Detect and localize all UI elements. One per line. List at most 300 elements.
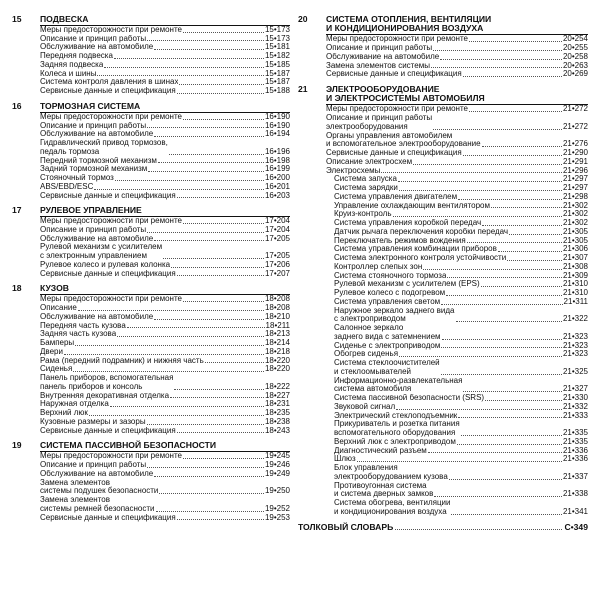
entry-page-number: 21•310 (562, 279, 588, 289)
toc-subentry[interactable] (326, 219, 588, 228)
dot-leader (97, 75, 263, 76)
section-title: ПОДВЕСКА (40, 15, 290, 26)
toc-right-column (298, 15, 588, 532)
toc-entry[interactable] (40, 157, 290, 166)
entry-title: Замена элементов системы ремней безопасности (40, 496, 155, 513)
toc-subentry[interactable] (326, 438, 588, 447)
dot-leader (449, 479, 562, 480)
toc-subentry[interactable] (326, 403, 588, 412)
entry-page-number: 18•227 (264, 390, 290, 400)
toc-entry[interactable] (40, 270, 290, 279)
toc-section (12, 15, 290, 96)
dot-leader (147, 467, 264, 468)
toc-entry[interactable] (40, 392, 290, 401)
toc-entry[interactable] (40, 192, 290, 201)
entry-page-number: 21•336 (562, 454, 588, 464)
dot-leader (104, 67, 264, 68)
entry-page-number: 18•235 (264, 408, 290, 418)
entry-page-number: 21•305 (562, 226, 588, 236)
toc-entry[interactable] (40, 113, 290, 122)
section-number: 21 (298, 84, 308, 95)
glossary-page-number: С•349 (564, 521, 588, 532)
entry-page-number: 21•305 (562, 235, 588, 245)
toc-entry[interactable] (40, 261, 290, 270)
toc-entry[interactable] (326, 44, 588, 53)
entry-title: Информационно-развлекательная система автомобиля (334, 376, 463, 394)
toc-entry[interactable] (40, 461, 290, 470)
toc-entry[interactable] (326, 62, 588, 71)
entry-title: Система контроля давления в шинах (40, 78, 179, 87)
dot-leader (147, 424, 264, 425)
toc-subentry[interactable] (326, 184, 588, 193)
toc-subentry[interactable] (326, 394, 588, 403)
toc-subentry[interactable] (326, 298, 588, 307)
toc-entry[interactable] (40, 122, 290, 131)
entry-page-number: 21•302 (562, 209, 588, 219)
entry-title: Описание и принцип работы (40, 121, 147, 130)
toc-entry[interactable] (326, 132, 588, 150)
toc-subentry[interactable] (326, 237, 588, 246)
dot-leader (433, 50, 562, 51)
dot-leader (89, 415, 264, 416)
entry-title: Верхний люк (40, 409, 88, 418)
entry-page-number: 21•323 (562, 349, 588, 359)
entry-page-number: 17•204 (264, 224, 290, 234)
entry-title: Меры предосторожности при ремонте (326, 105, 468, 114)
toc-entry[interactable] (40, 330, 290, 339)
entry-title: Обслуживание на автомобиле (40, 43, 154, 52)
entry-title: Рама (передний подрамник) и нижняя часть (40, 356, 204, 365)
entry-page-number: 21•332 (562, 401, 588, 411)
entry-title: Рулевой механизм с усилителем с электронным управлением (40, 243, 163, 261)
section-number: 17 (12, 205, 22, 216)
toc-subentry[interactable] (326, 263, 588, 272)
toc-subentry[interactable] (326, 202, 588, 211)
entry-title: Задний тормозной механизм (40, 165, 148, 174)
entry-title: Контроллер слепых зон (334, 262, 423, 271)
entry-page-number: 16•190 (264, 120, 290, 130)
entry-page-number: 20•269 (562, 69, 588, 79)
toc-entry[interactable] (40, 183, 290, 192)
dot-leader (381, 172, 562, 173)
dot-leader (156, 511, 264, 512)
entry-title: Обслуживание на автомобиле (40, 312, 154, 321)
toc-subentry[interactable] (326, 359, 588, 377)
toc-entry[interactable] (40, 409, 290, 418)
entry-page-number: 21•298 (562, 191, 588, 201)
section-number: 19 (12, 440, 22, 451)
dot-leader (78, 310, 264, 311)
toc-section (298, 85, 588, 517)
section-number: 20 (298, 14, 308, 24)
dot-leader (442, 339, 562, 340)
toc-subentry[interactable] (326, 499, 588, 517)
dot-leader (147, 127, 264, 128)
entry-page-number: 21•272 (562, 121, 588, 131)
dot-leader (469, 41, 562, 42)
dot-leader (179, 84, 263, 85)
dot-leader (451, 514, 561, 515)
dot-leader (147, 232, 264, 233)
entry-page-number: 21•306 (562, 244, 588, 254)
toc-left-column (12, 15, 290, 528)
dot-leader (154, 240, 264, 241)
entry-page-number: 16•190 (264, 111, 290, 121)
toc-entry[interactable] (326, 149, 588, 158)
toc-entry[interactable] (40, 348, 290, 357)
dot-leader (127, 327, 265, 328)
entry-title: Описание и принцип работы (40, 461, 147, 470)
toc-subentry[interactable] (326, 228, 588, 237)
dot-leader (413, 164, 562, 165)
entry-title: Описание и принцип работы (326, 44, 433, 53)
toc-section (12, 206, 290, 278)
toc-section (12, 102, 290, 200)
dot-leader (482, 225, 562, 226)
dot-leader (481, 286, 562, 287)
entry-title: Система стеклоочистителей и стеклоомывателей (334, 359, 440, 376)
entry-page-number: 16•196 (264, 146, 290, 156)
dot-leader (498, 251, 562, 252)
dot-leader (114, 58, 264, 59)
toc-subentry[interactable] (326, 342, 588, 351)
entry-page-number: 18•222 (264, 381, 290, 391)
toc-subentry[interactable] (326, 272, 588, 281)
section-items (40, 295, 290, 435)
dot-leader (177, 197, 264, 198)
entry-page-number: 19•246 (264, 460, 290, 470)
entry-title: Верхний люк с электроприводом (334, 437, 456, 446)
entry-page-number: 19•252 (264, 503, 290, 513)
toc-section (298, 15, 588, 79)
entry-title: Датчик рычага переключения коробки передач (334, 227, 509, 236)
dot-leader (115, 180, 264, 181)
entry-title: Сервисные данные и спецификация (326, 70, 462, 79)
dot-leader (463, 391, 562, 392)
entry-page-number: 15•188 (264, 86, 290, 96)
dot-leader (171, 267, 264, 268)
toc-entry[interactable] (40, 165, 290, 174)
toc-entry[interactable] (40, 87, 290, 96)
entry-page-number: 18•243 (264, 425, 290, 435)
toc-subentry[interactable] (326, 482, 588, 500)
dot-leader (163, 258, 264, 259)
entry-title: Обслуживание на автомобиле (40, 130, 154, 139)
dot-leader (458, 417, 562, 418)
entry-page-number: 15•187 (264, 77, 290, 87)
dot-leader (393, 216, 562, 217)
entry-title: Салонное зеркало заднего вида с затемнением (334, 324, 441, 341)
toc-entry[interactable] (40, 470, 290, 479)
toc-entry[interactable] (40, 365, 290, 374)
toc-subentry[interactable] (326, 210, 588, 219)
toc-entry[interactable] (40, 35, 290, 44)
entry-page-number: 18•218 (264, 346, 290, 356)
entry-page-number: 21•335 (562, 436, 588, 446)
dot-leader (158, 162, 264, 163)
dot-leader (398, 181, 562, 182)
toc-subentry[interactable] (326, 420, 588, 438)
toc-entry[interactable] (40, 174, 290, 183)
dot-leader (154, 476, 264, 477)
toc-entry[interactable] (40, 130, 290, 139)
entry-title: Сервисные данные и спецификация (326, 149, 462, 158)
entry-page-number: 15•181 (264, 42, 290, 52)
section-title: ЭЛЕКТРООБОРУДОВАНИЕ И ЭЛЕКТРОСИСТЕМЫ АВТОМОБИЛЯ (326, 85, 588, 105)
entry-page-number: 21•276 (562, 139, 588, 149)
entry-title: Сервисные данные и спецификация (40, 513, 176, 522)
dot-leader (441, 304, 562, 305)
entry-title: Обслуживание на автомобиле (326, 52, 440, 61)
toc-entry[interactable] (40, 70, 290, 79)
entry-title: Задняя часть кузова (40, 330, 117, 339)
toc-entry[interactable] (40, 400, 290, 409)
dot-leader (485, 400, 562, 401)
entry-page-number: 21•341 (562, 506, 588, 516)
entry-page-number: 18•220 (264, 355, 290, 365)
toc-entry[interactable] (40, 61, 290, 70)
dot-leader (110, 406, 264, 407)
entry-title: Описание электросхем (326, 157, 413, 166)
dot-leader (177, 93, 264, 94)
entry-title: Внутренняя декоративная отделка (40, 391, 170, 400)
entry-title: Прикуриватель и розетка питания вспомогательного оборудования (334, 420, 460, 438)
toc-subentry[interactable] (326, 324, 588, 342)
toc-entry[interactable] (40, 427, 290, 436)
entry-title: ABS/EBD/ESC (40, 182, 94, 191)
entry-title: Меры предосторожности при ремонте (40, 112, 182, 121)
entry-page-number: 21•311 (563, 296, 588, 306)
entry-page-number: 21•327 (562, 384, 588, 394)
section-title: РУЛЕВОЕ УПРАВЛЕНИЕ (40, 206, 290, 217)
entry-title: Меры предосторожности при ремонте (326, 35, 468, 44)
toc-entry[interactable] (40, 322, 290, 331)
entry-page-number: 18•238 (264, 416, 290, 426)
toc-subentry[interactable] (326, 307, 588, 325)
entry-title: Система управления комбинации приборов (334, 245, 497, 254)
section-title: СИСТЕМА ПАССИВНОЙ БЕЗОПАСНОСТИ (40, 441, 290, 452)
toc-entry[interactable] (40, 418, 290, 427)
dot-leader (154, 49, 264, 50)
entry-page-number: 21•335 (562, 428, 588, 438)
toc-subentry[interactable] (326, 280, 588, 289)
toc-entry[interactable] (40, 374, 290, 392)
entry-title: Рулевое колесо и рулевая колонка (40, 260, 171, 269)
dot-leader (154, 319, 264, 320)
dot-leader (433, 129, 562, 130)
section-heading (12, 441, 290, 452)
entry-title: Круиз-контроль (334, 210, 392, 219)
dot-leader (183, 119, 264, 120)
entry-title: Кузовные размеры и зазоры (40, 417, 146, 426)
entry-page-number: 21•337 (562, 471, 588, 481)
dot-leader (469, 111, 562, 112)
section-heading (12, 15, 290, 26)
dot-leader (467, 242, 562, 243)
entry-title: Бамперы (40, 339, 75, 348)
toc-entry[interactable] (40, 452, 290, 461)
toc-entry[interactable] (326, 158, 588, 167)
entry-page-number: 20•254 (562, 34, 588, 44)
toc-subentry[interactable] (326, 377, 588, 395)
entry-page-number: 20•255 (562, 43, 588, 53)
entry-title: Передний тормозной механизм (40, 156, 157, 165)
toc-subentry[interactable] (326, 447, 588, 456)
entry-title: Меры предосторожности при ремонте (40, 295, 182, 304)
dot-leader (73, 371, 264, 372)
toc-entry[interactable] (40, 313, 290, 322)
toc-entry[interactable] (40, 479, 290, 497)
entry-page-number: 18•208 (264, 303, 290, 313)
toc-subentry[interactable] (326, 350, 588, 359)
toc-subentry[interactable] (326, 464, 588, 482)
toc-entry[interactable] (40, 357, 290, 366)
entry-title: Наружное зеркало заднего вида с электроприводом (334, 306, 455, 324)
dot-leader (94, 189, 264, 190)
dot-leader (399, 190, 562, 191)
entry-title: Система электронного контроля устойчивости (334, 254, 507, 263)
entry-page-number: 15•182 (264, 51, 290, 61)
dot-leader (395, 529, 562, 530)
entry-title: Система пассивной безопасности (SRS) (334, 394, 485, 403)
section-heading (12, 206, 290, 217)
toc-entry[interactable] (40, 243, 290, 261)
section-items (40, 26, 290, 96)
toc-entry[interactable] (40, 217, 290, 226)
section-heading (12, 284, 290, 295)
toc-entry[interactable] (40, 514, 290, 523)
toc-subentry[interactable] (326, 289, 588, 298)
dot-leader (177, 275, 264, 276)
toc-subentry[interactable] (326, 245, 588, 254)
entry-page-number: 21•323 (562, 331, 588, 341)
entry-title: Гидравлический привод тормозов, педаль тормоза (40, 139, 168, 156)
toc-subentry[interactable] (326, 175, 588, 184)
entry-title: Задняя подвеска (40, 60, 104, 69)
toc-entry[interactable] (326, 70, 588, 79)
toc-entry[interactable] (40, 78, 290, 87)
entry-page-number: 19•253 (264, 512, 290, 522)
dot-leader (446, 295, 562, 296)
toc-entry[interactable] (40, 295, 290, 304)
entry-page-number: 16•194 (264, 129, 290, 139)
entry-title: Замена элементов системы подушек безопасности (40, 478, 159, 496)
toc-subentry[interactable] (326, 412, 588, 421)
toc-entry[interactable] (40, 304, 290, 313)
glossary-title: ТОЛКОВЫЙ СЛОВАРЬ (298, 521, 394, 532)
toc-entry[interactable] (326, 53, 588, 62)
entry-title: Замена элементов системы (326, 61, 430, 70)
entry-page-number: 19•250 (264, 486, 290, 496)
entry-title: Система управления светом (334, 297, 441, 306)
toc-subentry[interactable] (326, 254, 588, 263)
entry-title: Меры предосторожности при ремонте (40, 25, 182, 34)
entry-title: Панель приборов, вспомогательная панель приборов и консоль (40, 374, 174, 391)
entry-page-number: 18•220 (264, 364, 290, 374)
dot-leader (75, 345, 264, 346)
dot-leader (183, 301, 264, 302)
toc-entry[interactable] (326, 114, 588, 132)
section-heading (12, 102, 290, 113)
toc-entry[interactable] (326, 167, 588, 176)
toc-subentry[interactable] (326, 193, 588, 202)
section-items (326, 105, 588, 516)
entry-page-number: 19•249 (264, 468, 290, 478)
entry-title: Электросхемы (326, 166, 381, 175)
entry-title: Система управления двигателем (334, 192, 458, 201)
entry-page-number: 17•205 (264, 233, 290, 243)
dot-leader (357, 461, 562, 462)
toc-entry[interactable] (40, 139, 290, 157)
entry-title: Звуковой сигнал (334, 402, 396, 411)
entry-page-number: 20•263 (562, 60, 588, 70)
dot-leader (177, 519, 264, 520)
entry-title: Сервисные данные и спецификация (40, 191, 176, 200)
entry-page-number: 18•214 (264, 338, 290, 348)
dot-leader (509, 234, 562, 235)
entry-title: Система стояночного тормоза (334, 271, 447, 280)
dot-leader (458, 199, 562, 200)
entry-page-number: 17•205 (264, 251, 290, 261)
toc-subentry[interactable] (326, 455, 588, 464)
toc-entry[interactable] (40, 235, 290, 244)
entry-page-number: 21•297 (562, 174, 588, 184)
dot-leader (205, 362, 264, 363)
entry-page-number: 19•245 (264, 451, 290, 461)
dot-leader (461, 435, 562, 436)
entry-page-number: 18•213 (264, 329, 290, 339)
section-number: 16 (12, 100, 22, 111)
toc-entry[interactable] (326, 105, 588, 114)
entry-page-number: 21•310 (562, 288, 588, 298)
entry-title: Обслуживание на автомобиле (40, 469, 154, 478)
toc-entry[interactable] (40, 226, 290, 235)
entry-title: Шлюз (334, 455, 356, 464)
entry-title: Описание и принцип работы (40, 225, 147, 234)
toc-entry[interactable] (40, 43, 290, 52)
entry-title: Электрический стеклоподъемник (334, 411, 458, 420)
toc-entry[interactable] (326, 35, 588, 44)
entry-title: Наружная отделка (40, 400, 109, 409)
entry-page-number: 15•173 (264, 33, 290, 43)
entry-page-number: 21•290 (562, 148, 588, 158)
entry-title: Переключатель режимов вождения (334, 236, 466, 245)
toc-entry[interactable] (40, 26, 290, 35)
glossary-entry[interactable] (298, 523, 588, 532)
entry-page-number: 17•206 (264, 259, 290, 269)
entry-title: Описание и принцип работы (40, 34, 147, 43)
entry-title: Диагностический разъем (334, 446, 427, 455)
section-items (40, 113, 290, 201)
entry-title: Сервисные данные и спецификация (40, 269, 176, 278)
section-title: ТОРМОЗНАЯ СИСТЕМА (40, 102, 290, 113)
dot-leader (183, 458, 264, 459)
entry-page-number: 18•231 (264, 399, 290, 409)
entry-title: Сиденье с электроприводом (334, 341, 441, 350)
toc-entry[interactable] (40, 496, 290, 514)
entry-page-number: 21•272 (562, 104, 588, 114)
section-heading (298, 15, 588, 35)
toc-entry[interactable] (40, 339, 290, 348)
entry-title: Обслуживание на автомобиле (40, 234, 154, 243)
entry-title: Противоугонная система и система дверных замков (334, 481, 434, 499)
entry-title: Описание (40, 304, 77, 313)
toc-entry[interactable] (40, 52, 290, 61)
dot-leader (447, 277, 562, 278)
entry-title: Передняя подвеска (40, 52, 113, 61)
entry-page-number: 21•308 (562, 261, 588, 271)
section-items (326, 35, 588, 79)
